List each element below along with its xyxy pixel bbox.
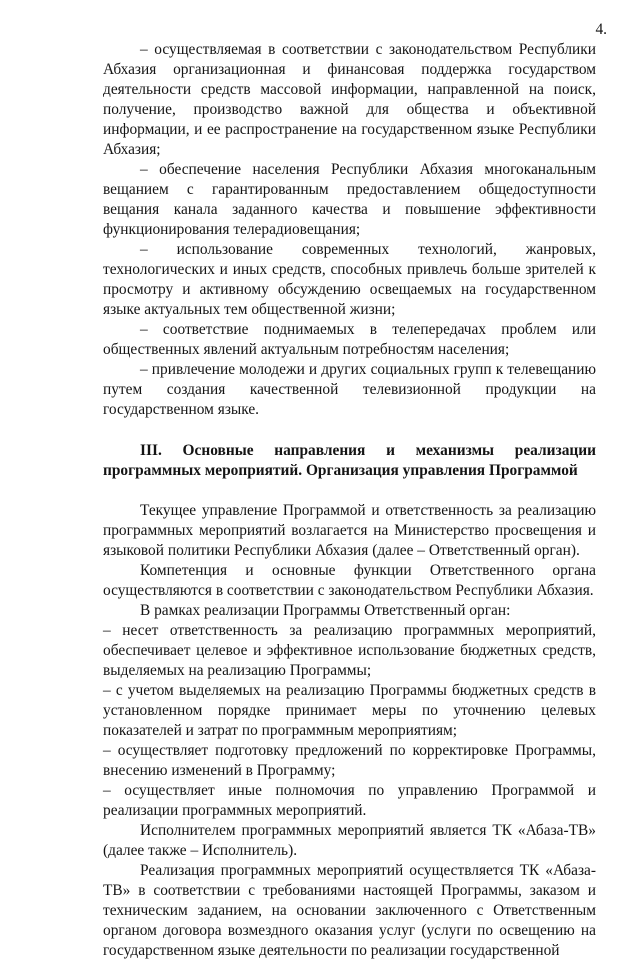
list-item-youth-engagement: – привлечение молодежи и других социальных групп к телевещанию путем создания качественной телевизионной продукции на государственном языке.: [103, 361, 596, 418]
list-item-proposals: – осуществляет подготовку предложений по корректировке Программы, внесению изменений в Программу;: [103, 742, 596, 779]
paragraph-responsible-body-intro: В рамках реализации Программы Ответственный орган:: [140, 602, 511, 619]
paragraph-competence: Компетенция и основные функции Ответственного органа осуществляются в соответствии с законодательством Республики Абхазия.: [103, 562, 596, 599]
page-number: 4.: [595, 21, 607, 38]
list-item-state-support: – осуществляемая в соответствии с законодательством Республики Абхазия организационная и финансовая поддержка государством деятельности средств массовой информации, направленной на поиск, получение, производство важной для общества и объективной информации, и ее распространение на государственном языке Республики Абхазия;: [103, 41, 596, 158]
paragraph-implementation: Реализация программных мероприятий осуществляется ТК «Абаза-ТВ» в соответствии с требованиями настоящей Программы, заказом и техническим заданием, на основании заключенного с Ответственным органом договора возмездного оказания услуг (услуги по освещению на государственном языке деятельности по реализации государственной: [103, 862, 596, 959]
list-item-other-powers: – осуществляет иные полномочия по управлению Программой и реализации программных мероприятий.: [103, 782, 596, 819]
list-item-modern-technologies: – использование современных технологий, жанровых, технологических и иных средств, способных привлечь больше зрителей к просмотру и активному обсуждению освещаемых на государственном языке актуальных тем общественной жизни;: [103, 241, 596, 318]
document-body: [103, 40, 596, 961]
list-item-relevance: – соответствие поднимаемых в телепередачах проблем или общественных явлений актуальным потребностям населения;: [103, 321, 596, 358]
list-item-budget-responsibility: – несет ответственность за реализацию программных мероприятий, обеспечивает целевое и эффективное использование бюджетных средств, выделяемых на реализацию Программы;: [103, 622, 596, 679]
section-heading: III. Основные направления и механизмы реализации программных мероприятий. Организация управления Программой: [103, 442, 596, 479]
list-item-target-indicators: – с учетом выделяемых на реализацию Программы бюджетных средств в установленном порядке принимает меры по уточнению целевых показателей и затрат по программным мероприятиям;: [103, 682, 596, 739]
paragraph-current-management: Текущее управление Программой и ответственность за реализацию программных мероприятий возлагается на Министерство просвещения и языковой политики Республики Абхазия (далее – Ответственный орган).: [103, 502, 596, 559]
paragraph-executor: Исполнителем программных мероприятий является ТК «Абаза-ТВ» (далее также – Исполнитель).: [103, 822, 596, 859]
list-item-multichannel-broadcasting: – обеспечение населения Республики Абхазия многоканальным вещанием с гарантированным предоставлением общедоступности вещания канала заданного качества и повышение эффективности функционирования телерадиовещания;: [103, 161, 596, 238]
